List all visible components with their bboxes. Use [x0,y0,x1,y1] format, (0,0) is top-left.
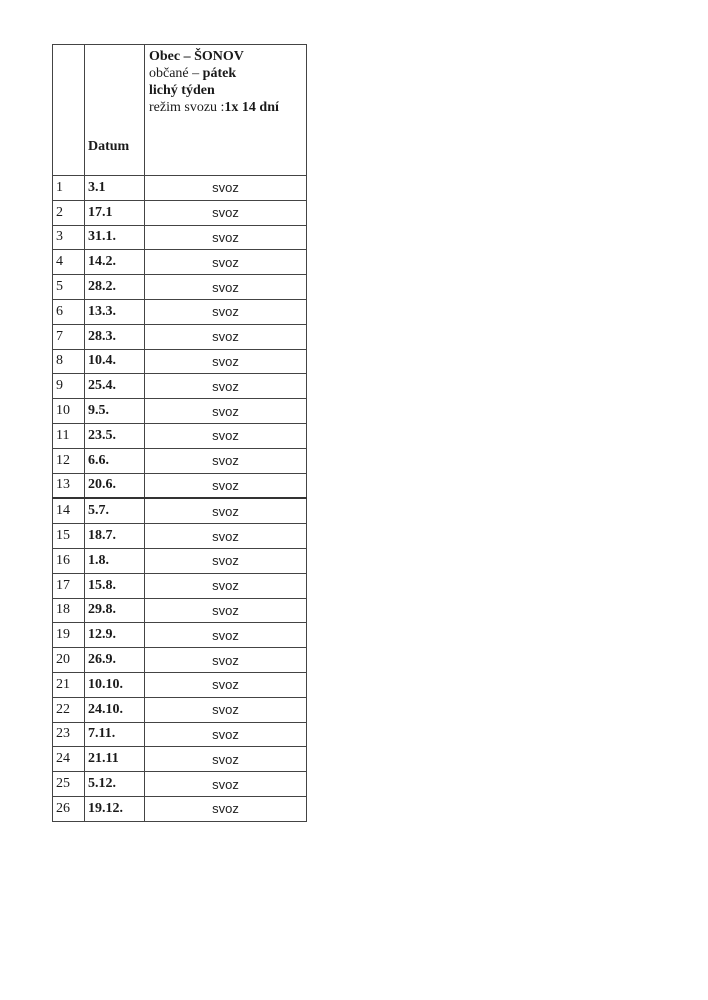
row-date: 17.1 [85,200,145,225]
table-row [53,672,307,697]
table-row [53,423,307,448]
header-info-cell [145,45,307,176]
week-label: lichý týden [149,83,215,98]
row-number: 12 [53,448,85,473]
table-row [53,299,307,324]
row-status: svoz [145,250,307,275]
table-row [53,399,307,424]
row-status: svoz [145,598,307,623]
row-number: 8 [53,349,85,374]
row-status: svoz [145,573,307,598]
row-date: 21.11 [85,747,145,772]
row-number: 21 [53,672,85,697]
datum-label: Datum [88,139,130,154]
row-date: 31.1. [85,225,145,250]
row-number: 14 [53,498,85,523]
row-status: svoz [145,623,307,648]
row-date: 5.12. [85,772,145,797]
table-header-row [53,45,307,176]
table-row [53,548,307,573]
row-date: 3.1 [85,176,145,201]
row-number: 3 [53,225,85,250]
row-status: svoz [145,648,307,673]
collection-schedule-table [52,44,307,822]
table-row [53,498,307,523]
row-date: 24.10. [85,697,145,722]
row-status: svoz [145,747,307,772]
row-date: 19.12. [85,796,145,821]
table-row [53,747,307,772]
row-number: 10 [53,399,85,424]
row-number: 5 [53,275,85,300]
row-number: 22 [53,697,85,722]
row-status: svoz [145,498,307,523]
row-status: svoz [145,200,307,225]
row-number: 13 [53,473,85,498]
table-row [53,623,307,648]
row-status: svoz [145,349,307,374]
row-number: 4 [53,250,85,275]
row-date: 26.9. [85,648,145,673]
row-number: 9 [53,374,85,399]
header-number-cell [53,45,85,176]
rezim-line [149,99,303,116]
row-status: svoz [145,225,307,250]
row-status: svoz [145,423,307,448]
table-row [53,796,307,821]
header-datum-cell [85,45,145,176]
table-row [53,349,307,374]
row-date: 6.6. [85,448,145,473]
table-row [53,225,307,250]
table-row [53,722,307,747]
table-row [53,374,307,399]
row-status: svoz [145,772,307,797]
row-number: 24 [53,747,85,772]
table-row [53,648,307,673]
row-status: svoz [145,548,307,573]
row-date: 10.10. [85,672,145,697]
row-date: 13.3. [85,299,145,324]
row-number: 23 [53,722,85,747]
row-status: svoz [145,796,307,821]
table-row [53,772,307,797]
row-status: svoz [145,524,307,549]
row-status: svoz [145,722,307,747]
table-row [53,324,307,349]
row-date: 20.6. [85,473,145,498]
row-number: 15 [53,524,85,549]
row-number: 6 [53,299,85,324]
row-date: 12.9. [85,623,145,648]
row-date: 9.5. [85,399,145,424]
row-number: 25 [53,772,85,797]
row-number: 11 [53,423,85,448]
row-date: 1.8. [85,548,145,573]
table-row [53,473,307,498]
weekday-label: pátek [202,66,237,81]
rezim-value: 1x 14 dní [224,100,279,115]
row-status: svoz [145,176,307,201]
table-row [53,697,307,722]
table-row [53,275,307,300]
table-row [53,598,307,623]
row-status: svoz [145,299,307,324]
obec-label: Obec – ŠONOV [149,49,244,64]
row-date: 29.8. [85,598,145,623]
row-status: svoz [145,697,307,722]
row-status: svoz [145,448,307,473]
row-status: svoz [145,374,307,399]
obcane-line [149,65,303,82]
table-row [53,524,307,549]
row-number: 19 [53,623,85,648]
table-row [53,448,307,473]
row-number: 20 [53,648,85,673]
row-status: svoz [145,473,307,498]
table-row [53,176,307,201]
row-status: svoz [145,399,307,424]
row-number: 26 [53,796,85,821]
row-date: 25.4. [85,374,145,399]
table-row [53,200,307,225]
row-status: svoz [145,324,307,349]
row-number: 16 [53,548,85,573]
obcane-prefix: občané – [149,66,203,81]
row-date: 15.8. [85,573,145,598]
row-date: 5.7. [85,498,145,523]
row-date: 7.11. [85,722,145,747]
table-row [53,250,307,275]
row-date: 28.2. [85,275,145,300]
row-number: 1 [53,176,85,201]
row-date: 14.2. [85,250,145,275]
row-status: svoz [145,275,307,300]
row-number: 7 [53,324,85,349]
row-date: 18.7. [85,524,145,549]
row-number: 2 [53,200,85,225]
rezim-prefix: režim svozu : [149,100,225,115]
row-date: 10.4. [85,349,145,374]
row-date: 28.3. [85,324,145,349]
row-number: 17 [53,573,85,598]
row-date: 23.5. [85,423,145,448]
table-row [53,573,307,598]
row-number: 18 [53,598,85,623]
row-status: svoz [145,672,307,697]
